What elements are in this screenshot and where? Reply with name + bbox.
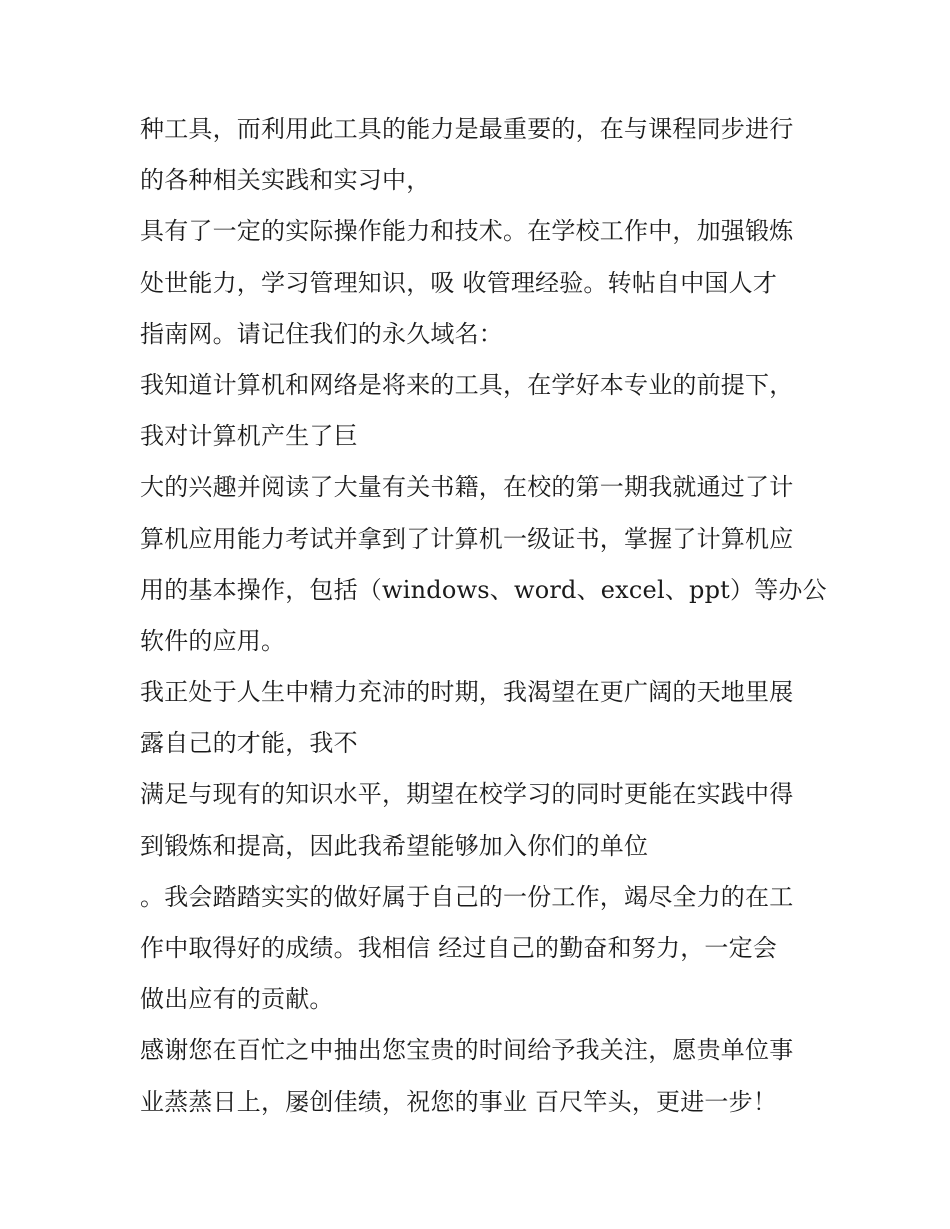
text-line: 具有了一定的实际操作能力和技术。在学校工作中，加强锻炼 bbox=[140, 217, 794, 246]
text-line: 处世能力，学习管理知识，吸 收管理经验。转帖自中国人才 bbox=[140, 268, 778, 297]
text-line: 用的基本操作，包括（windows、word、excel、ppt）等办公 bbox=[140, 575, 827, 604]
text-line: 感谢您在百忙之中抽出您宝贵的时间给予我关注，愿贵单位事 bbox=[140, 1036, 794, 1065]
text-line: 大的兴趣并阅读了大量有关书籍，在校的第一期我就通过了计 bbox=[140, 473, 794, 502]
text-line: 的各种相关实践和实习中， bbox=[140, 166, 431, 195]
text-line: 软件的应用。 bbox=[140, 626, 286, 655]
text-line: 我知道计算机和网络是将来的工具，在学好本专业的前提下， bbox=[140, 370, 794, 399]
body-text bbox=[140, 104, 840, 1128]
text-line: 到锻炼和提高，因此我希望能够加入你们的单位 bbox=[140, 831, 649, 860]
text-line: 我正处于人生中精力充沛的时期，我渴望在更广阔的天地里展 bbox=[140, 678, 794, 707]
text-line: 。我会踏踏实实的做好属于自己的一份工作，竭尽全力的在工 bbox=[140, 882, 794, 911]
text-line: 满足与现有的知识水平，期望在校学习的同时更能在实践中得 bbox=[140, 780, 794, 809]
text-line: 我对计算机产生了巨 bbox=[140, 422, 358, 451]
text-line: 算机应用能力考试并拿到了计算机一级证书，掌握了计算机应 bbox=[140, 524, 794, 553]
text-line: 种工具，而利用此工具的能力是最重要的，在与课程同步进行 bbox=[140, 115, 794, 143]
text-line: 指南网。请记住我们的永久域名： bbox=[140, 319, 503, 348]
text-line: 做出应有的贡献。 bbox=[140, 985, 334, 1014]
text-line: 露自己的才能，我不 bbox=[140, 729, 358, 758]
text-line: 业蒸蒸日上，屡创佳绩，祝您的事业 百尺竿头，更进一步！ bbox=[140, 1087, 778, 1116]
text-line: 作中取得好的成绩。我相信 经过自己的勤奋和努力，一定会 bbox=[140, 934, 778, 962]
